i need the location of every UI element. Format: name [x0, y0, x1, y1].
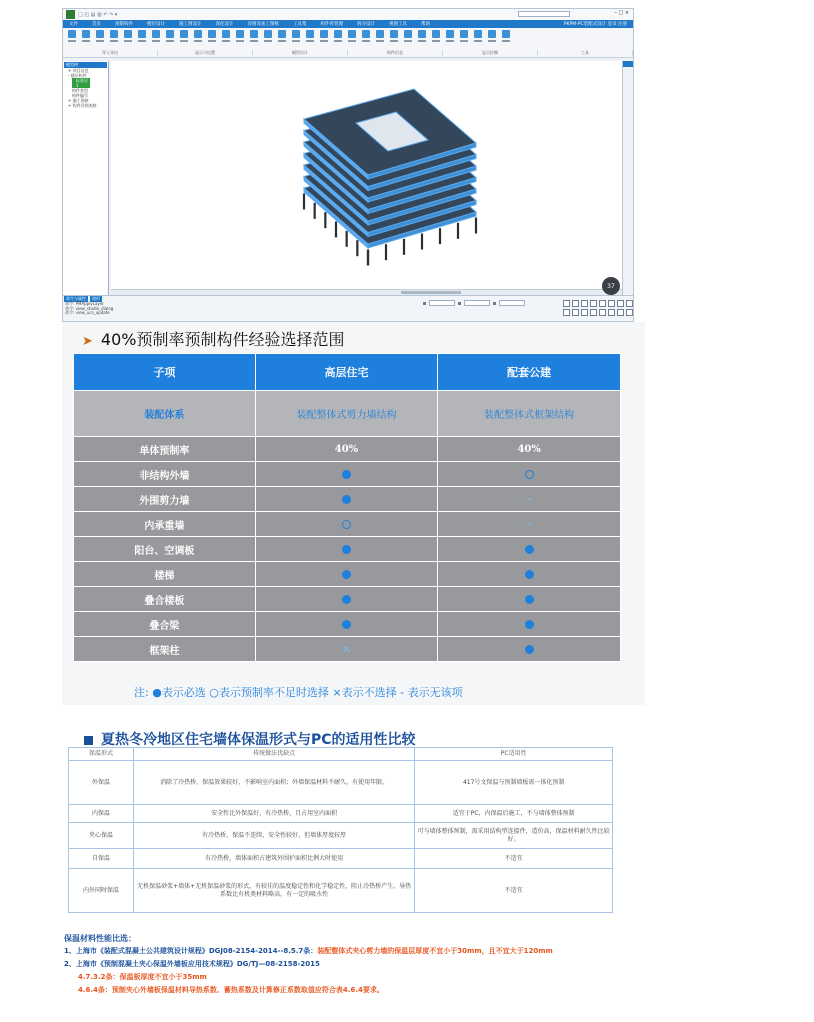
- tool-label-mark: [194, 40, 202, 42]
- pc-suitability: 不适宜: [415, 849, 613, 869]
- tool-icon: [222, 30, 230, 38]
- row-label: 装配体系: [74, 391, 256, 437]
- pc-suitability: 可与墙体整体预制，需采用结构型连接件，造价高，保温材料耐久性比较好。: [415, 823, 613, 849]
- tool-label-mark: [236, 40, 244, 42]
- tool-label-mark: [166, 40, 174, 42]
- menu-item[interactable]: 楼层设计: [147, 22, 165, 27]
- tool-label-mark: [306, 40, 314, 42]
- tool-label-mark: [124, 40, 132, 42]
- cell-a: [255, 512, 438, 537]
- cell-b: [438, 612, 621, 637]
- app-logo-icon: [66, 10, 75, 19]
- required-dot-icon: [525, 595, 534, 604]
- not-applicable-dash: -: [527, 518, 532, 530]
- tool-label-mark: [138, 40, 146, 42]
- view-nav-icon[interactable]: [626, 309, 633, 316]
- tool-icon: [446, 30, 454, 38]
- ribbon-tool-button[interactable]: [347, 30, 356, 44]
- menu-item[interactable]: 工具集: [293, 22, 307, 27]
- tree-node[interactable]: + 构件详图表格: [68, 103, 97, 108]
- cell-b: 装配整体式框架结构: [438, 391, 621, 437]
- view-nav-icon[interactable]: [599, 300, 606, 307]
- tool-icon: [418, 30, 426, 38]
- tool-label-mark: [264, 40, 272, 42]
- command-log-line: 命令: PMApplyLayer: [65, 301, 104, 306]
- menu-item[interactable]: 帮助: [421, 22, 430, 27]
- pros-cons: 消除了冷热桥，保温效果较好，不影响室内面积；外墙保温材料不耐久，有使用年限。: [133, 761, 414, 805]
- tool-label-mark: [152, 40, 160, 42]
- pc-suitability: 417号文保温与预制墙板需一体化预制: [415, 761, 613, 805]
- required-dot-icon: [342, 570, 351, 579]
- ribbon-group-label: 工具: [538, 50, 633, 56]
- tool-label-mark: [432, 40, 440, 42]
- required-dot-icon: [342, 470, 351, 479]
- excluded-cross-icon: ×: [342, 643, 351, 655]
- ribbon-group-label: 显示与设置: [158, 50, 253, 56]
- tool-icon: [334, 30, 342, 38]
- ribbon-tool-button[interactable]: [221, 30, 230, 44]
- view-nav-icon[interactable]: [608, 309, 615, 316]
- view-nav-icon[interactable]: [581, 309, 588, 316]
- menu-item[interactable]: 拆分设计: [357, 22, 375, 27]
- required-dot-icon: [342, 495, 351, 504]
- ribbon-tool-button[interactable]: [165, 30, 174, 44]
- prefab-section: [62, 322, 645, 705]
- menu-bar: [63, 20, 633, 28]
- table-row: [74, 512, 621, 537]
- insulation-type: 自保温: [69, 849, 134, 869]
- ribbon-toolbar: [63, 28, 633, 58]
- pros-cons: 无机保温砂浆+墙体+无机保温砂浆的形式，有较佳的温度稳定性和化学稳定性，阻止冷热桥产生。导热系数比有机类材料略高，有一定的吸水性: [133, 869, 414, 913]
- ribbon-tool-button[interactable]: [431, 30, 440, 44]
- ribbon-tool-button[interactable]: [277, 30, 286, 44]
- header-item: 子项: [74, 354, 256, 391]
- ribbon-group-label: 显示控制: [443, 50, 538, 56]
- tool-icon: [264, 30, 272, 38]
- panel-title: 模型树: [64, 62, 107, 68]
- pros-cons: 有冷热桥，墙体面积占建筑外围护面积比例大时使用: [133, 849, 414, 869]
- required-dot-icon: [525, 620, 534, 629]
- insulation-type: 外保温: [69, 761, 134, 805]
- ribbon-tool-button[interactable]: [263, 30, 272, 44]
- tool-icon: [138, 30, 146, 38]
- ribbon-tool-button[interactable]: [403, 30, 412, 44]
- tool-label-mark: [334, 40, 342, 42]
- table-row: [74, 437, 621, 462]
- tool-label-mark: [278, 40, 286, 42]
- pc-suitability: 不适宜: [415, 869, 613, 913]
- tool-icon: [432, 30, 440, 38]
- row-label: 框架柱: [74, 637, 256, 662]
- bottom-tab[interactable]: 图形: [92, 296, 100, 301]
- ribbon-tool-button[interactable]: [445, 30, 454, 44]
- ribbon-tool-button[interactable]: [179, 30, 188, 44]
- ribbon-tool-button[interactable]: [291, 30, 300, 44]
- insulation-type: 内保温: [69, 805, 134, 823]
- tool-icon: [348, 30, 356, 38]
- tool-icon: [236, 30, 244, 38]
- cad-application-window: [62, 8, 634, 322]
- required-dot-icon: [525, 645, 534, 654]
- row-label: 单体预制率: [74, 437, 256, 462]
- tool-label-mark: [82, 40, 90, 42]
- square-bullet-icon: [84, 736, 93, 745]
- material-text-2a: 4.7.3.2条：保温板厚度不宜小于35mm: [78, 973, 207, 981]
- scrollbar-thumb[interactable]: [401, 291, 461, 294]
- cell-b: [438, 462, 621, 487]
- cell-a: 40%: [255, 437, 438, 462]
- tool-label-mark: [222, 40, 230, 42]
- legend-note: 注: ●表示必选 ○表示预制率不足时选择 ×表示不选择 - 表示无该项: [134, 686, 463, 699]
- ribbon-tool-button[interactable]: [305, 30, 314, 44]
- ribbon-tool-button[interactable]: [95, 30, 104, 44]
- material-text-1: 装配整体式夹心剪力墙的保温层厚度不宜小于30mm，且不宜大于120mm: [317, 947, 553, 955]
- bottom-tab[interactable]: 命令与属性: [66, 296, 86, 301]
- pc-suitability: 适宜于PC，内保温后施工，不与墙体整体预制: [415, 805, 613, 823]
- view-nav-icon[interactable]: [599, 309, 606, 316]
- tool-icon: [474, 30, 482, 38]
- ribbon-tool-button[interactable]: [249, 30, 258, 44]
- menu-item[interactable]: 预制构件: [115, 22, 133, 27]
- section-heading: [82, 327, 344, 350]
- row-label: 叠合梁: [74, 612, 256, 637]
- header-public: 配套公建: [438, 354, 621, 391]
- cell-b: [438, 512, 621, 537]
- menu-item[interactable]: 构件库管理: [320, 22, 343, 27]
- tool-label-mark: [376, 40, 384, 42]
- tool-icon: [292, 30, 300, 38]
- cell-a: [255, 487, 438, 512]
- tool-icon: [460, 30, 468, 38]
- view-nav-icon[interactable]: [617, 309, 624, 316]
- property-panel-header: [623, 61, 633, 67]
- tree-node[interactable]: 标准层1: [72, 78, 90, 88]
- ribbon-group-label: 模型设计: [253, 50, 348, 56]
- view-nav-icon[interactable]: [563, 300, 570, 307]
- view-nav-icon[interactable]: [590, 300, 597, 307]
- table-row: [74, 391, 621, 437]
- ribbon-tool-button[interactable]: [487, 30, 496, 44]
- view-nav-icon[interactable]: [572, 309, 579, 316]
- ribbon-tool-button[interactable]: [319, 30, 328, 44]
- material-title: 保温材料性能比选：: [64, 934, 136, 943]
- tool-label-mark: [446, 40, 454, 42]
- view-nav-icon[interactable]: [608, 300, 615, 307]
- insulation-section: [62, 725, 618, 1005]
- tool-icon: [320, 30, 328, 38]
- tree-node[interactable]: + 项目信息: [68, 68, 89, 73]
- tool-icon: [208, 30, 216, 38]
- cell-b: [438, 637, 621, 662]
- view-nav-icon[interactable]: [563, 309, 570, 316]
- ribbon-tool-button[interactable]: [193, 30, 202, 44]
- material-text-2b: 4.6.4条：预制夹心外墙板保温材料导热系数、蓄热系数及计算修正系数取值应符合表4.6.4要求。: [78, 986, 384, 994]
- tool-icon: [362, 30, 370, 38]
- header-form: 保温形式: [69, 748, 134, 761]
- tool-label-mark: [110, 40, 118, 42]
- tool-icon: [110, 30, 118, 38]
- table-row: [69, 849, 613, 869]
- row-label: 楼梯: [74, 562, 256, 587]
- cell-b: [438, 537, 621, 562]
- tool-icon: [68, 30, 76, 38]
- cell-a: 装配整体式剪力墙结构: [255, 391, 438, 437]
- tool-label-mark: [460, 40, 468, 42]
- tool-label-mark: [180, 40, 188, 42]
- coord-field[interactable]: [499, 300, 525, 306]
- menu-item[interactable]: 文件: [69, 22, 78, 27]
- tool-label-mark: [320, 40, 328, 42]
- table-row: [69, 761, 613, 805]
- cell-a: [255, 637, 438, 662]
- required-dot-icon: [342, 620, 351, 629]
- tool-icon: [278, 30, 286, 38]
- material-notes: [64, 932, 553, 997]
- tool-icon: [82, 30, 90, 38]
- ribbon-tool-button[interactable]: [389, 30, 398, 44]
- optional-ring-icon: [342, 520, 351, 529]
- view-nav-icon[interactable]: [617, 300, 624, 307]
- ribbon-group-label: 导入导出: [63, 50, 158, 56]
- menu-right-info[interactable]: PKPM-PC装配式设计 登录 注册: [563, 22, 627, 27]
- ribbon-group-label: 构件信息: [348, 50, 443, 56]
- arrow-bullet-icon: ➤: [82, 334, 93, 349]
- menu-item[interactable]: 施工图设计: [179, 22, 202, 27]
- ribbon-tool-button[interactable]: [473, 30, 482, 44]
- command-log-line: 命令: view_ucs_update: [65, 310, 110, 315]
- tool-icon: [166, 30, 174, 38]
- table-row: [74, 537, 621, 562]
- prefab-table: [73, 353, 621, 662]
- not-applicable-dash: -: [527, 493, 532, 505]
- header-highrise: 高层住宅: [255, 354, 438, 391]
- property-panel: [622, 61, 633, 295]
- tree-node[interactable]: + 施工图纸: [68, 98, 89, 103]
- table-row: [74, 487, 621, 512]
- tool-icon: [390, 30, 398, 38]
- title-bar: [63, 9, 633, 20]
- cell-a: [255, 462, 438, 487]
- row-label: 非结构外墙: [74, 462, 256, 487]
- command-area: [63, 295, 633, 322]
- command-log-line: 命令: view_studio_dialog: [65, 305, 114, 311]
- cell-b: [438, 562, 621, 587]
- required-dot-icon: [525, 545, 534, 554]
- cell-a: [255, 562, 438, 587]
- ribbon-tool-button[interactable]: [417, 30, 426, 44]
- tree-node[interactable]: 构件编号: [72, 93, 88, 98]
- view-nav-icon[interactable]: [626, 300, 633, 307]
- ribbon-tool-button[interactable]: [333, 30, 342, 44]
- menu-item[interactable]: 详图及加工图纸: [247, 22, 279, 27]
- quick-access-toolbar[interactable]: □ ◰ ▤ ▥ ↶ ↷ ▾: [78, 11, 118, 18]
- header-pros-cons: 传统做法优缺点: [133, 748, 414, 761]
- ribbon-tool-button[interactable]: [123, 30, 132, 44]
- status-icon: [493, 302, 496, 305]
- tool-label-mark: [362, 40, 370, 42]
- row-label: 叠合楼板: [74, 587, 256, 612]
- cell-a: [255, 537, 438, 562]
- insulation-table: [68, 747, 613, 913]
- tool-label-mark: [390, 40, 398, 42]
- pros-cons: 安全性比外保温好，有冷热桥，且占用室内面积: [133, 805, 414, 823]
- ribbon-tool-button[interactable]: [375, 30, 384, 44]
- row-label: 内承重墙: [74, 512, 256, 537]
- tool-label-mark: [418, 40, 426, 42]
- menu-item[interactable]: 视图工具: [389, 22, 407, 27]
- ribbon-tool-button[interactable]: [501, 30, 510, 44]
- view-nav-icon[interactable]: [572, 300, 579, 307]
- tool-label-mark: [348, 40, 356, 42]
- row-label: 外围剪力墙: [74, 487, 256, 512]
- ribbon-tool-button[interactable]: [137, 30, 146, 44]
- insulation-title: 夏热冬冷地区住宅墙体保温形式与PC的适用性比较: [101, 732, 416, 748]
- zoom-badge[interactable]: 37: [602, 277, 620, 295]
- tool-label-mark: [474, 40, 482, 42]
- tool-icon: [124, 30, 132, 38]
- required-dot-icon: [525, 570, 534, 579]
- tool-icon: [152, 30, 160, 38]
- tool-label-mark: [488, 40, 496, 42]
- window-controls[interactable]: – □ ×: [614, 10, 629, 16]
- tool-icon: [180, 30, 188, 38]
- insulation-type: 内外同时保温: [69, 869, 134, 913]
- menu-item[interactable]: 首页: [92, 22, 101, 27]
- table-row: [74, 562, 621, 587]
- cell-b: [438, 587, 621, 612]
- table-row: [74, 587, 621, 612]
- tool-icon: [250, 30, 258, 38]
- status-icon: [423, 302, 426, 305]
- optional-ring-icon: [525, 470, 534, 479]
- status-icon: [458, 302, 461, 305]
- row-label: 阳台、空调板: [74, 537, 256, 562]
- coord-field[interactable]: [429, 300, 455, 306]
- cell-a: [255, 612, 438, 637]
- material-ref-1: 1、上海市《装配式混凝土公共建筑设计规程》DGJ08-2154-2014--8.5.7条：: [64, 947, 318, 955]
- tool-label-mark: [292, 40, 300, 42]
- ribbon-tool-button[interactable]: [361, 30, 370, 44]
- tool-icon: [404, 30, 412, 38]
- tool-label-mark: [96, 40, 104, 42]
- header-pc: PC适用性: [415, 748, 613, 761]
- tool-icon: [488, 30, 496, 38]
- insulation-type: 夹心保温: [69, 823, 134, 849]
- required-dot-icon: [342, 595, 351, 604]
- tool-icon: [96, 30, 104, 38]
- pros-cons: 有冷热桥，保温不连续，安全性较好，但墙体厚度较厚: [133, 823, 414, 849]
- cell-b: [438, 487, 621, 512]
- 3d-viewport[interactable]: [111, 61, 623, 295]
- table-row: [69, 805, 613, 823]
- ribbon-tool-button[interactable]: [151, 30, 160, 44]
- tool-icon: [306, 30, 314, 38]
- tool-label-mark: [502, 40, 510, 42]
- tool-label-mark: [68, 40, 76, 42]
- table-row: [74, 637, 621, 662]
- tool-label-mark: [208, 40, 216, 42]
- tool-icon: [502, 30, 510, 38]
- menu-item[interactable]: 深化设计: [215, 22, 234, 27]
- view-nav-icon[interactable]: [590, 309, 597, 316]
- ribbon-tool-button[interactable]: [207, 30, 216, 44]
- table-row: [69, 823, 613, 849]
- ribbon-tool-button[interactable]: [459, 30, 468, 44]
- tool-label-mark: [404, 40, 412, 42]
- model-tree-panel: [63, 61, 109, 295]
- ribbon-tool-button[interactable]: [67, 30, 76, 44]
- table-row: [69, 869, 613, 913]
- table-row: [74, 612, 621, 637]
- prefab-title: 40%预制率预制构件经验选择范围: [100, 330, 345, 349]
- ribbon-tool-button[interactable]: [81, 30, 90, 44]
- required-dot-icon: [342, 545, 351, 554]
- ribbon-tool-button[interactable]: [235, 30, 244, 44]
- tool-icon: [376, 30, 384, 38]
- search-input[interactable]: [518, 11, 570, 17]
- material-ref-2: 2、上海市《预制混凝土夹心保温外墙板应用技术规程》DG/TJ—08-2158-2015: [64, 960, 320, 968]
- section-heading: [84, 729, 416, 749]
- coord-field[interactable]: [464, 300, 490, 306]
- view-nav-icon[interactable]: [581, 300, 588, 307]
- building-model: [111, 61, 623, 295]
- cell-a: [255, 587, 438, 612]
- tree-node[interactable]: - 楼层构件: [68, 73, 87, 78]
- tool-icon: [194, 30, 202, 38]
- cell-b: 40%: [438, 437, 621, 462]
- tree-node[interactable]: 构件类型: [72, 88, 88, 93]
- tool-label-mark: [250, 40, 258, 42]
- status-bar: [423, 300, 525, 306]
- table-row: [74, 462, 621, 487]
- ribbon-tool-button[interactable]: [109, 30, 118, 44]
